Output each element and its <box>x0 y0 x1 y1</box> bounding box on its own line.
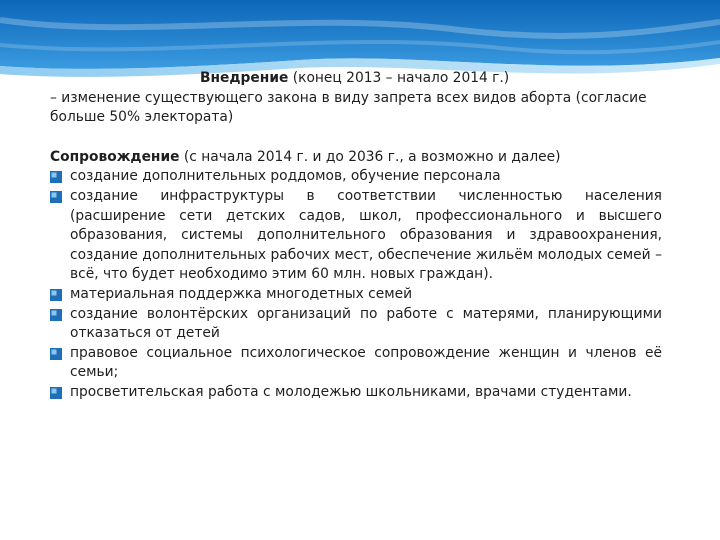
support-title: Сопровождение <box>50 148 180 165</box>
implementation-text: – изменение существующего закона в виду запрета всех видов аборта (согласие больше 50% электората) <box>50 89 647 126</box>
checkbox-bullet-icon <box>50 348 62 360</box>
list-item <box>50 305 662 344</box>
implementation-period: (конец 2013 – начало 2014 г.) <box>288 70 510 86</box>
support-period: (с начала 2014 г. и до 2036 г., а возможно и далее) <box>179 148 561 165</box>
list-item-text: создание инфраструктуры в соответствии численностью населения (расширение сети детских садов, школ, профессионального и высшего образования, системы дополнительного образования и здравоохранения, создание дополнительных рабочих мест, обеспечение жильём молодых семей – всё, что будет необходимо этим 60 млн. новых граждан). <box>70 187 662 283</box>
checkbox-bullet-icon <box>50 171 62 183</box>
slide-content <box>50 69 662 403</box>
section-support-heading <box>50 148 662 168</box>
implementation-title: Внедрение <box>200 70 289 86</box>
list-item-text: создание волонтёрских организаций по работе с матерями, планирующими отказаться от детей <box>70 305 662 342</box>
list-item <box>50 285 662 305</box>
checkbox-bullet-icon <box>50 387 62 399</box>
list-item-text: материальная поддержка многодетных семей <box>70 285 413 302</box>
list-item-text: просветительская работа с молодежью школьниками, врачами студентами. <box>70 383 632 400</box>
list-item-text: правовое социальное психологическое сопровождение женщин и членов её семьи; <box>70 344 662 381</box>
checkbox-bullet-icon <box>50 289 62 301</box>
section-implementation-heading <box>50 69 662 89</box>
list-item <box>50 187 662 285</box>
list-item <box>50 383 662 403</box>
checkbox-bullet-icon <box>50 191 62 203</box>
list-item <box>50 167 662 187</box>
list-item <box>50 344 662 383</box>
checkbox-bullet-icon <box>50 309 62 321</box>
list-item-text: создание дополнительных роддомов, обучение персонала <box>70 168 501 185</box>
